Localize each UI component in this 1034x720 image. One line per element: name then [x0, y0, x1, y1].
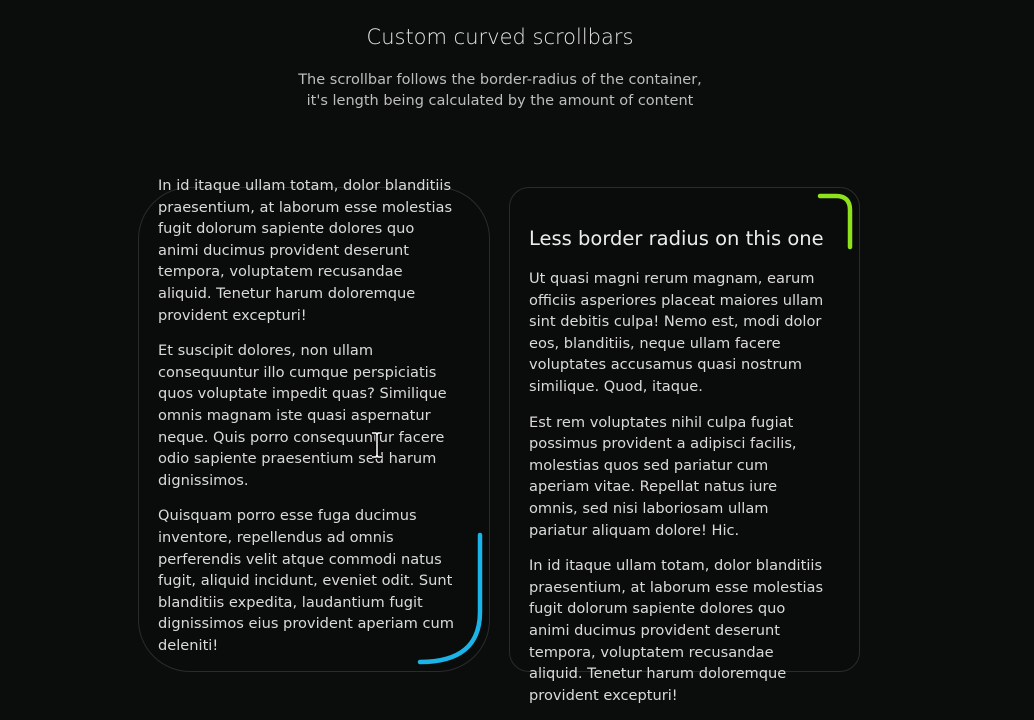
paragraph: Quisquam porro esse fuga ducimus inventore, repellendus ad omnis perferendis velit atque commodi natus fugit, aliquid incidunt, eveniet odit. Sunt blanditiis expedita, laudantium fugit dignissimos eius provident aperiam cum deleniti!	[158, 507, 455, 654]
paragraph: Est rem voluptates nihil culpa fugiat possimus provident a adipisci facilis, molestias quos sed pariatur cum aperiam vitae. Repellat natus iure omnis, sed nisi laboriosam ullam pariatur aliquam dolore! Hic.	[529, 413, 797, 539]
left-scroll-container[interactable]	[138, 177, 490, 672]
right-scroll-container[interactable]	[509, 187, 860, 704]
paragraph: Et suscipit dolores, non ullam consequuntur illo cumque perspiciatis quos voluptate impedit quas? Similique omnis magnam iste quasi aspernatur neque. Quis porro consequuntur facere odio sapiente praesentium sed harum dignissimos.	[158, 342, 447, 489]
left-content	[158, 175, 458, 670]
paragraph: In id itaque ullam totam, dolor blanditiis praesentium, at laborum esse molestias fugit dolorum sapiente dolores quo animi ducimus provident deserunt tempora, voluptatem recusandae aliquid. Tenetur harum doloremque provident excepturi!	[529, 557, 824, 704]
page-subtitle	[0, 70, 1000, 112]
page-title: Custom curved scrollbars	[366, 25, 634, 49]
right-content	[529, 224, 829, 720]
panel-heading: Less border radius on this one	[529, 227, 824, 250]
paragraph: Ut quasi magni rerum magnam, earum officiis asperiores placeat maiores ullam sint debitis culpa! Nemo est, modi dolor eos, blanditiis, neque ullam facere voluptates accusamus quasi nostrum similique. Quod, itaque.	[529, 270, 824, 395]
paragraph: In id itaque ullam totam, dolor blanditiis praesentium, at laborum esse molestias fugit dolorum sapiente dolores quo animi ducimus provident deserunt tempora, voluptatem recusandae aliquid. Tenetur harum doloremque provident excepturi!	[158, 177, 453, 324]
subtitle-line: The scrollbar follows the border-radius of the container,	[298, 72, 702, 88]
subtitle-line: it's length being calculated by the amount of content	[306, 93, 694, 109]
